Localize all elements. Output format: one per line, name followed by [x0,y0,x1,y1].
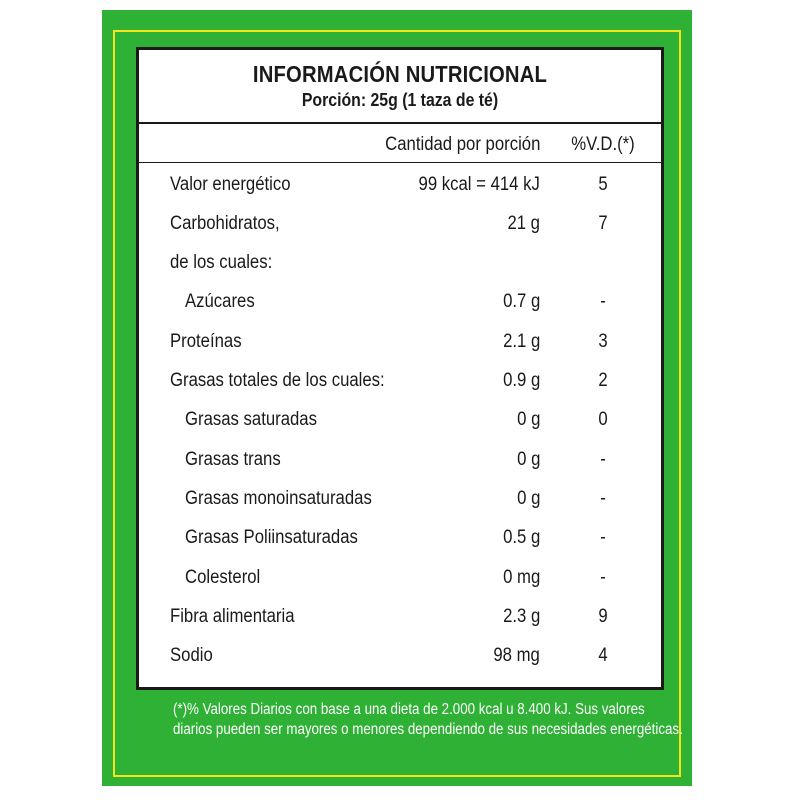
row-dv: 7 [598,213,608,234]
row-dv: 0 [598,409,608,430]
row-amount: 2.1 g [502,331,540,352]
row-amount: 0 g [516,449,540,470]
row-amount: 0 mg [502,567,540,588]
table-title: INFORMACIÓN NUTRICIONAL [252,61,548,87]
row-dv: - [600,567,606,588]
row-amount: 0.5 g [502,527,540,548]
header-divider [139,162,661,163]
column-header-amount: Cantidad por porción [384,134,540,155]
footnote-line: diarios pueden ser mayores o menores dependiendo de sus necesidades energéticas. [172,721,683,738]
row-amount: 0.9 g [502,370,540,391]
row-label: Grasas monoinsaturadas [185,488,372,509]
footnote [136,700,683,740]
row-dv: 5 [598,174,608,195]
row-dv: 9 [598,606,608,627]
row-label: Proteínas [170,331,242,352]
nutrition-table [136,47,664,690]
row-label: Grasas totales de los cuales: [170,370,385,391]
row-label: Carbohidratos, [170,213,280,234]
row-dv: - [600,291,606,312]
table-header [139,50,661,124]
row-dv: 4 [598,645,608,666]
row-amount: 0 g [516,409,540,430]
row-amount: 0.7 g [502,291,540,312]
row-dv: 3 [598,331,608,352]
row-amount: 99 kcal = 414 kJ [418,174,540,195]
row-label: Colesterol [185,567,261,588]
row-label: Grasas saturadas [185,409,317,430]
row-amount: 0 g [516,488,540,509]
row-amount: 98 mg [493,645,540,666]
row-label: Grasas Poliinsaturadas [185,527,358,548]
row-dv: 2 [598,370,608,391]
row-label: Valor energético [170,174,291,195]
row-label: Grasas trans [185,449,281,470]
row-label: Fibra alimentaria [170,606,295,627]
column-header-dv: %V.D.(*) [571,134,635,155]
row-label: Sodio [170,645,213,666]
serving-size: Porción: 25g (1 taza de té) [301,90,499,110]
row-dv: - [600,488,606,509]
row-label: de los cuales: [170,252,273,273]
footnote-line: (*)% Valores Diarios con base a una dieta de 2.000 kcal u 8.400 kJ. Sus valores [172,701,645,718]
row-amount: 21 g [507,213,540,234]
row-label: Azúcares [185,291,255,312]
row-amount: 2.3 g [502,606,540,627]
row-dv: - [600,527,606,548]
row-dv: - [600,449,606,470]
